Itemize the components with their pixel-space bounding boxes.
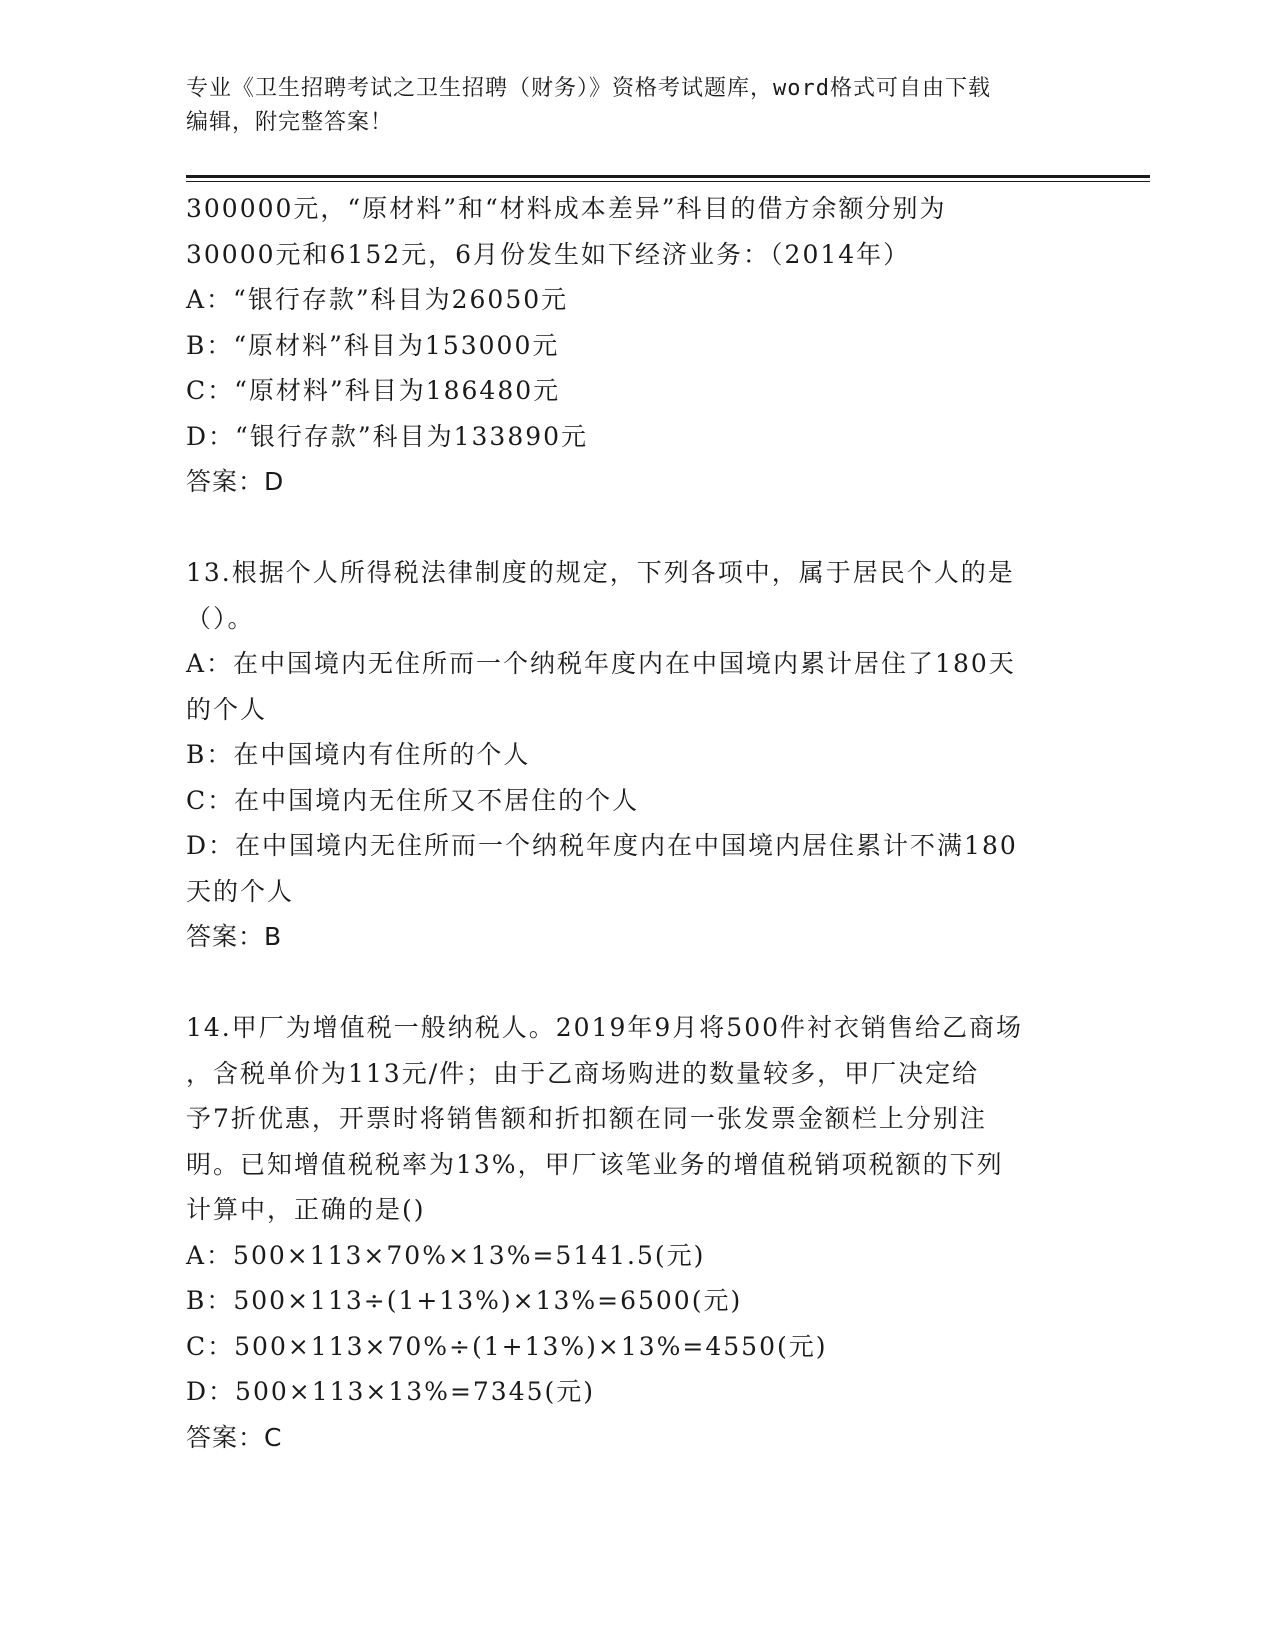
header-line-1: 专业《卫生招聘考试之卫生招聘（财务）》资格考试题库，word格式可自由下载 <box>186 76 991 101</box>
question-stem-line: 13.根据个人所得税法律制度的规定，下列各项中，属于居民个人的是 <box>186 558 1015 587</box>
answer: 答案：C <box>186 1422 283 1452</box>
option-c: C：在中国境内无住所又不居住的个人 <box>186 785 640 815</box>
question-stem-line: 300000元，“原材料”和“材料成本差异”科目的借方余额分别为 <box>186 194 947 223</box>
option-a: A：“银行存款”科目为26050元 <box>186 285 569 314</box>
header-divider-thin <box>186 181 1150 182</box>
option-a: A：500×113×70%×13%=5141.5(元) <box>186 1240 706 1270</box>
answer: 答案：D <box>186 467 285 496</box>
answer: 答案：B <box>186 922 283 951</box>
header-line-2: 编辑，附完整答案！ <box>186 110 394 135</box>
question-stem-line: 予7折优惠，开票时将销售额和折扣额在同一张发票金额栏上分别注 <box>186 1104 987 1133</box>
document-header <box>186 72 1086 140</box>
question-stem-line: 14.甲厂为增值税一般纳税人。2019年9月将500件衬衣销售给乙商场 <box>186 1013 1024 1042</box>
question-12 <box>186 186 1086 505</box>
header-divider-thick <box>186 175 1150 178</box>
spacer <box>186 505 1086 551</box>
option-a: A：在中国境内无住所而一个纳税年度内在中国境内累计居住了180天 <box>186 649 1016 678</box>
option-b: B：500×113÷(1+13%)×13%=6500(元) <box>186 1286 743 1315</box>
option-c: C：“原材料”科目为186480元 <box>186 376 561 405</box>
option-a-continued: 的个人 <box>186 694 268 724</box>
option-b: B：在中国境内有住所的个人 <box>186 740 531 769</box>
option-c: C：500×113×70%÷(1+13%)×13%=4550(元) <box>186 1331 828 1361</box>
question-stem-line: 明。已知增值税税率为13%，甲厂该笔业务的增值税销项税额的下列 <box>186 1149 1004 1179</box>
option-d-continued: 天的个人 <box>186 876 295 906</box>
question-stem-line: ，含税单价为113元/件；由于乙商场购进的数量较多，甲厂决定给 <box>186 1058 980 1088</box>
option-d: D：“银行存款”科目为133890元 <box>186 421 589 451</box>
option-b: B：“原材料”科目为153000元 <box>186 330 560 360</box>
option-d: D：在中国境内无住所而一个纳税年度内在中国境内居住累计不满180 <box>186 831 1018 860</box>
question-stem-line: 30000元和6152元，6月份发生如下经济业务：（2014年） <box>186 239 911 269</box>
spacer <box>186 960 1086 1006</box>
document-body <box>186 186 1086 1460</box>
question-stem-line: （）。 <box>186 603 255 633</box>
question-stem-line: 计算中，正确的是() <box>186 1195 426 1224</box>
question-14 <box>186 1005 1086 1460</box>
question-13 <box>186 550 1086 960</box>
option-d: D：500×113×13%=7345(元) <box>186 1377 596 1406</box>
